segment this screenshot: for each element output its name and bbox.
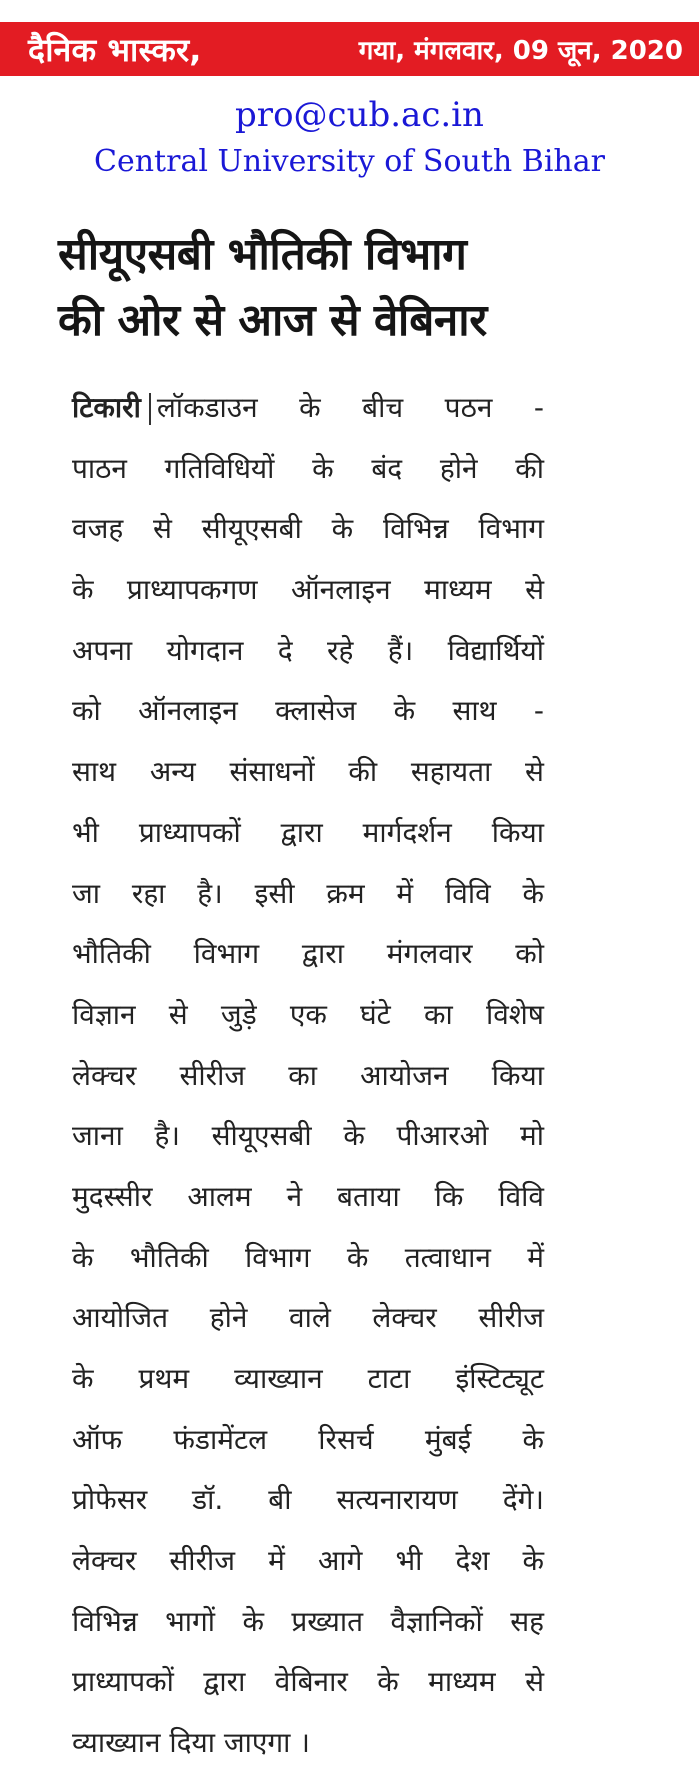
body-line: वजह से सीयूएसबी के विभिन्न विभाग xyxy=(72,512,544,546)
body-line: भौतिकी विभाग द्वारा मंगलवार को xyxy=(72,937,544,971)
body-line: को ऑनलाइन क्लासेज के साथ - xyxy=(72,694,544,728)
article-dateline-place: टिकारी xyxy=(72,391,141,424)
body-line: विभिन्न भागों के प्रख्यात वैज्ञानिकों सह xyxy=(72,1604,544,1638)
headline-line-1: सीयूएसबी भौतिकी विभाग xyxy=(58,229,467,280)
university-name: Central University of South Bihar xyxy=(94,144,605,179)
body-line: प्रोफेसर डॉ. बी सत्यनारायण देंगे। xyxy=(72,1483,544,1517)
body-line: आयोजित होने वाले लेक्चर सीरीज xyxy=(72,1301,544,1335)
body-line: मुदस्सीर आलम ने बताया कि विवि xyxy=(72,1179,544,1213)
headline-line-2: की ओर से आज से वेबिनार xyxy=(58,295,487,346)
body-line: के प्राध्यापकगण ऑनलाइन माध्यम से xyxy=(72,573,544,607)
body-line: विज्ञान से जुड़े एक घंटे का विशेष xyxy=(72,997,544,1031)
dateline-separator xyxy=(149,393,151,425)
body-line: लेक्चर सीरीज में आगे भी देश के xyxy=(72,1544,544,1578)
body-line: जाना है। सीयूएसबी के पीआरओ मो xyxy=(72,1119,544,1153)
body-line: अपना योगदान दे रहे हैं। विद्यार्थियों xyxy=(72,633,544,667)
contact-email: pro@cub.ac.in xyxy=(235,95,484,135)
body-line: प्राध्यापकों द्वारा वेबिनार के माध्यम से xyxy=(72,1665,544,1699)
body-line-final: व्याख्यान दिया जाएगा । xyxy=(72,1726,310,1760)
article-headline xyxy=(58,222,578,354)
body-line: साथ अन्य संसाधनों की सहायता से xyxy=(72,755,544,789)
newspaper-name: दैनिक भास्कर, xyxy=(28,30,202,69)
masthead xyxy=(0,0,699,88)
body-line: ऑफ फंडामेंटल रिसर्च मुंबई के xyxy=(72,1422,544,1456)
article-body xyxy=(72,378,544,1774)
source-credit xyxy=(0,93,699,183)
body-line: लेक्चर सीरीज का आयोजन किया xyxy=(72,1058,544,1092)
body-line-1 xyxy=(72,378,544,439)
body-line: के प्रथम व्याख्यान टाटा इंस्टिट्यूट xyxy=(72,1362,544,1395)
body-line: जा रहा है। इसी क्रम में विवि के xyxy=(72,876,544,910)
masthead-bar xyxy=(0,22,699,76)
edition-dateline: गया, मंगलवार, 09 जून, 2020 xyxy=(358,36,683,66)
body-line: पाठन गतिविधियों के बंद होने की xyxy=(72,451,544,485)
body-line: भी प्राध्यापकों द्वारा मार्गदर्शन किया xyxy=(72,815,544,849)
body-line: के भौतिकी विभाग के तत्वाधान में xyxy=(72,1240,544,1274)
body-line-text: लॉकडाउन के बीच पठन - xyxy=(156,391,544,424)
